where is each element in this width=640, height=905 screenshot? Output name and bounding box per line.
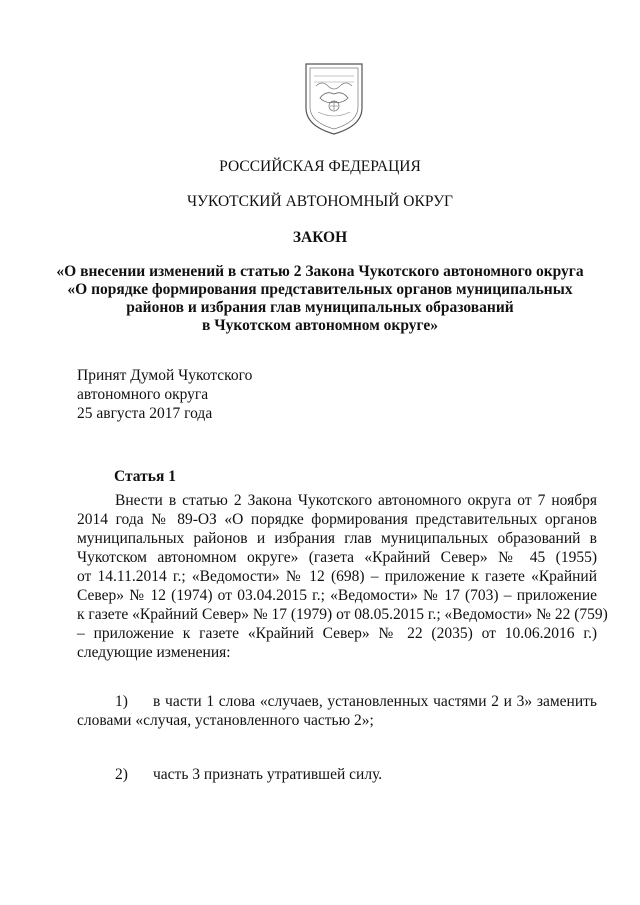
adoption-line: Принят Думой Чукотского [77, 367, 253, 384]
paragraph-line: – приложение к газете «Крайний Север» № 22 (2035) от 10.06.2016 г.) [77, 625, 597, 642]
law-title-line: «О порядке формирования представительных органов муниципальных [67, 281, 573, 298]
region-name: ЧУКОТСКИЙ АВТОНОМНЫЙ ОКРУГ [186, 193, 454, 210]
adoption-info [77, 366, 252, 423]
paragraph-line: муниципальных районов и избрания глав муниципальных образований в [77, 530, 597, 547]
list-item-text: в части 1 слова «случаев, установленных частями 2 и 3» заменить [153, 693, 597, 710]
paragraph-line: Внести в статью 2 Закона Чукотского автономного округа от 7 ноября [115, 492, 597, 509]
adoption-date: 25 августа 2017 года [77, 405, 213, 422]
list-item-number: 1) [115, 693, 128, 710]
paragraph-line: следующие изменения: [77, 644, 231, 661]
article-intro-paragraph [77, 491, 608, 662]
paragraph-line: к газете «Крайний Север» № 17 (1979) от 08.05.2015 г.; «Ведомости» № 22 (759) [77, 606, 608, 623]
adoption-line: автономного округа [77, 386, 209, 403]
law-title-line: в Чукотском автономном округе» [202, 317, 438, 334]
list-item [77, 692, 597, 730]
country-name: РОССИЙСКАЯ ФЕДЕРАЦИЯ [219, 158, 421, 175]
document-type: ЗАКОН [292, 229, 348, 246]
paragraph-line: от 14.11.2014 г.; «Ведомости» № 12 (698) – приложение к газете «Крайний [77, 568, 597, 585]
article-heading: Статья 1 [114, 468, 176, 485]
list-item-text: часть 3 признать утратившей силу. [153, 766, 383, 783]
coat-of-arms-icon [302, 58, 366, 138]
law-title-line: районов и избрания глав муниципальных образований [126, 299, 514, 316]
law-title-line: «О внесении изменений в статью 2 Закона Чукотского автономного округа [56, 263, 584, 280]
list-item-number: 2) [115, 766, 128, 783]
list-item-text-continued: словами «случая, установленного частью 2»; [77, 712, 374, 729]
paragraph-line: Север» № 12 (1974) от 03.04.2015 г.; «Ведомости» № 17 (703) – приложение [77, 587, 597, 604]
paragraph-line: 2014 года № 89-ОЗ «О порядке формирования представительных органов [77, 511, 597, 528]
paragraph-line: Чукотском автономном округе» (газета «Крайний Север» № 45 (1955) [77, 549, 597, 566]
law-title [0, 263, 640, 335]
